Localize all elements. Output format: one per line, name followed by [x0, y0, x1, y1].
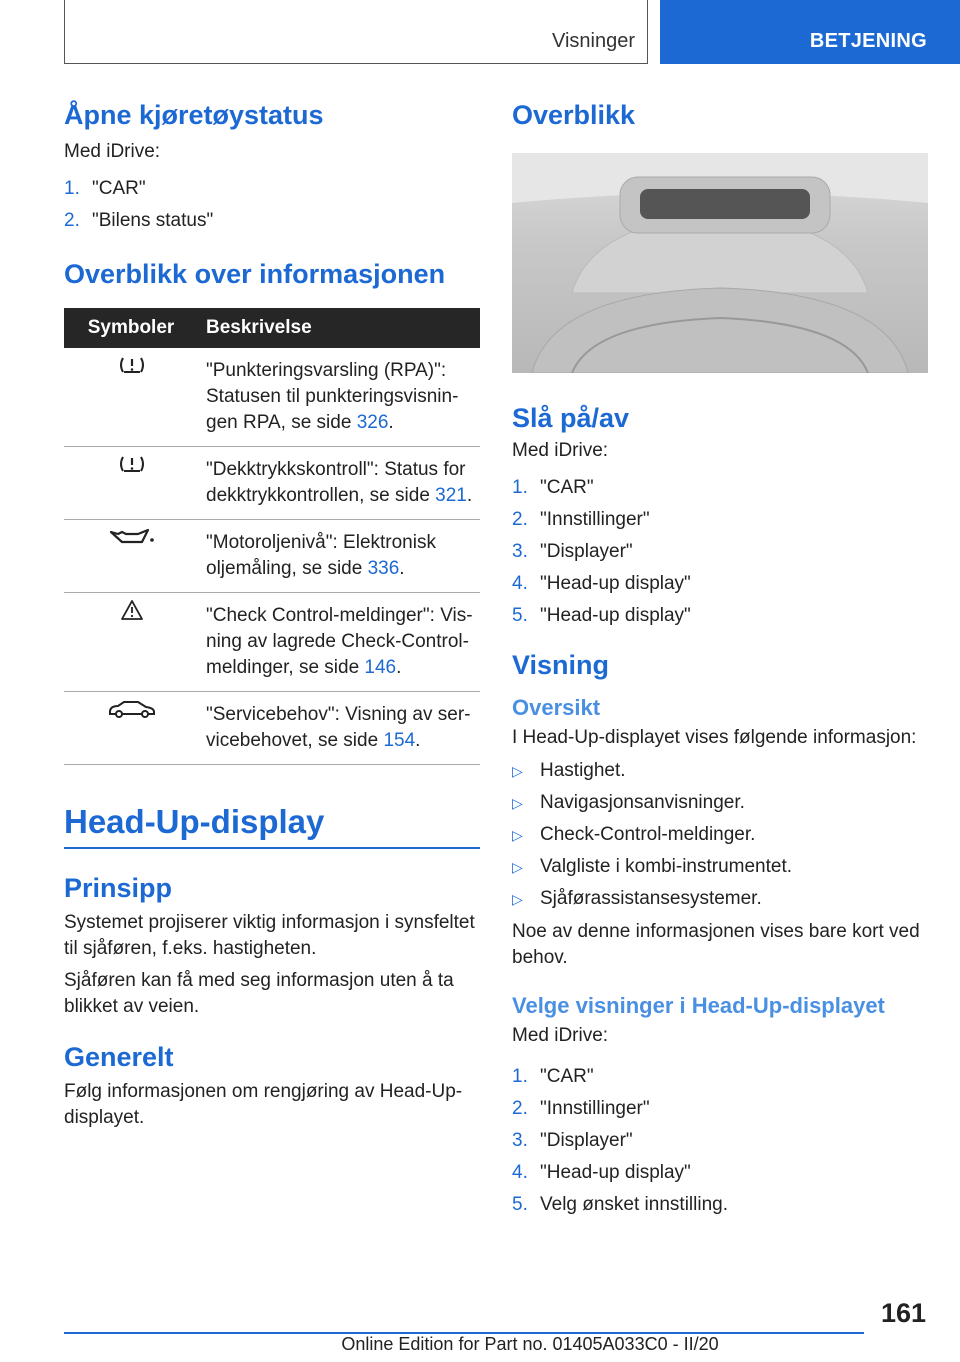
hud-title: Head-Up-display [64, 803, 480, 849]
table-header-description: Beskrivelse [198, 308, 480, 348]
open-status-intro: Med iDrive: [64, 141, 161, 162]
page-link[interactable]: 154 [383, 730, 416, 751]
tire-pressure-warning-icon [117, 453, 147, 475]
oil-can-icon [108, 526, 156, 548]
list-item: ▷ Valgliste i kombi-instrumentet. [512, 856, 793, 877]
open-status-title: Åpne kjøretøystatus [64, 100, 324, 130]
list-item: 2. "Bilens status" [64, 210, 214, 231]
overview-info-title: Overblikk over informasjonen [64, 259, 446, 289]
select-title: Velge visninger i Head-Up-displayet [512, 993, 885, 1018]
right-column [512, 100, 928, 1221]
list-item: 3. "Displayer" [512, 541, 633, 562]
list-item: 5. Velg ønsket innstilling. [512, 1194, 728, 1215]
header-section-title: Visninger [551, 30, 635, 52]
table-header-symbols: Symboler [64, 308, 198, 348]
warning-triangle-icon [120, 599, 144, 621]
list-item: 4. "Head-up display" [512, 1162, 691, 1183]
header-chapter-tab: BETJENING [660, 0, 960, 64]
page-link[interactable]: 336 [367, 558, 400, 579]
list-item: ▷ Sjåførassistansesystemer. [512, 888, 762, 909]
general-title: Generelt [64, 1042, 174, 1072]
table-row: "Servicebehov": Visning av servicebehovet, se side 154. [64, 692, 480, 765]
hud-photo [512, 153, 928, 373]
list-item: 5. "Head-up display" [512, 605, 691, 626]
general-p1: Følg informasjonen om rengjøring av Head-Up-displayet. [64, 1081, 463, 1128]
overview-title: Overblikk [512, 100, 636, 130]
page-number: 161 [880, 1298, 926, 1328]
principle-title: Prinsipp [64, 873, 173, 903]
header-section-box [64, 0, 648, 64]
left-column [64, 100, 480, 1131]
page-link[interactable]: 321 [435, 485, 467, 506]
list-item: 2. "Innstillinger" [512, 509, 650, 530]
table-row: "Punkteringsvarsling (RPA)": Statusen til punkteringsvisningen RPA, se side 326. [64, 348, 480, 447]
oversikt-note: Noe av denne informasjonen vises bare kort ved behov. [512, 921, 920, 968]
list-item: 4. "Head-up display" [512, 573, 691, 594]
list-item: ▷ Hastighet. [512, 760, 626, 781]
oversikt-bullets [512, 755, 928, 915]
onoff-title: Slå på/av [512, 403, 630, 433]
open-status-steps [64, 173, 480, 237]
list-item: ▷ Navigasjonsanvisninger. [512, 792, 745, 813]
oversikt-intro: I Head-Up-displayet vises følgende informasjon: [512, 727, 917, 748]
symbols-table [64, 308, 480, 765]
list-item: 1. "CAR" [512, 1066, 594, 1087]
table-row: "Check Control-meldinger": Visning av lagrede Check-Control-meldinger, se side 146. [64, 593, 480, 692]
tire-pressure-warning-icon [117, 354, 147, 376]
principle-p1: Systemet projiserer viktig informasjon i synsfeltet til sjåføren, f.eks. hastigheten. [64, 912, 475, 959]
onoff-steps [512, 472, 928, 632]
oversikt-title: Oversikt [512, 695, 601, 720]
table-row: "Motoroljenivå": Elektronisk oljemåling, se side 336. [64, 520, 480, 593]
page-link[interactable]: 146 [364, 657, 397, 678]
list-item: 1. "CAR" [64, 178, 146, 199]
list-item: 3. "Displayer" [512, 1130, 633, 1151]
list-item: 1. "CAR" [512, 477, 594, 498]
footer-edition: Online Edition for Part no. 01405A033C0 - II/20 [341, 1334, 719, 1354]
display-title: Visning [512, 650, 610, 680]
select-steps [512, 1061, 928, 1221]
list-item: 2. "Innstillinger" [512, 1098, 650, 1119]
select-intro: Med iDrive: [512, 1025, 609, 1046]
list-item: ▷ Check-Control-meldinger. [512, 824, 756, 845]
table-row: "Dekktrykkskontroll": Status for dekktrykkontrollen, se side 321. [64, 447, 480, 520]
principle-p2: Sjåføren kan få med seg informasjon uten å ta blikket av veien. [64, 970, 454, 1017]
page-link[interactable]: 326 [356, 412, 389, 433]
onoff-intro: Med iDrive: [512, 440, 609, 461]
service-car-icon [106, 698, 158, 720]
